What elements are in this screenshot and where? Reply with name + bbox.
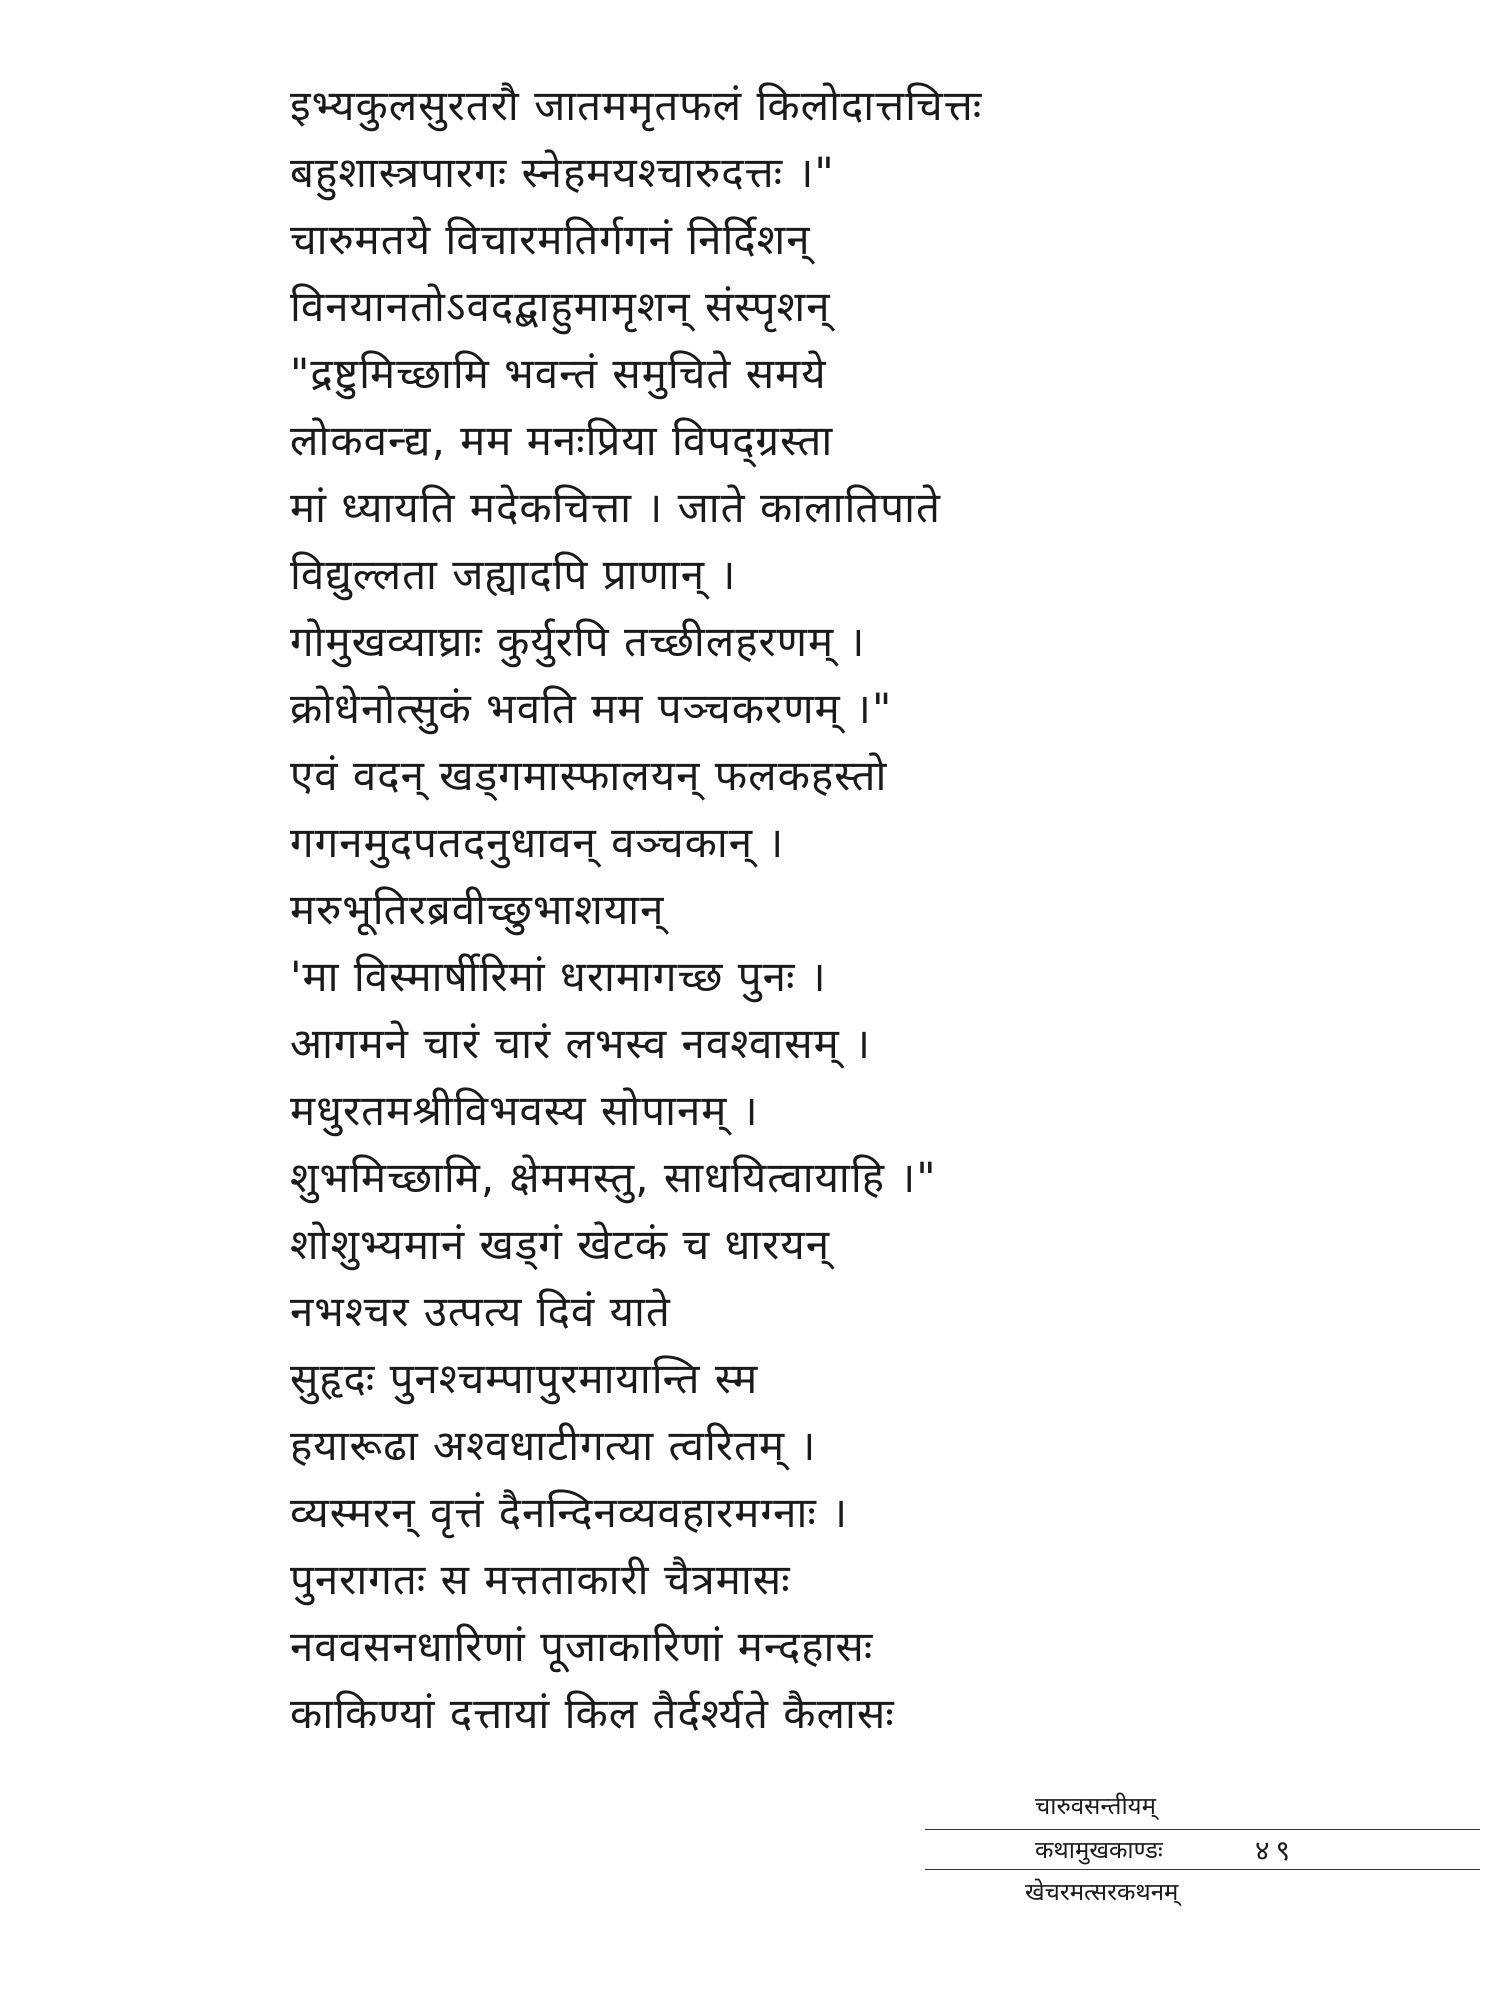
verse-line-4: विनयानतोऽवदद्बाहुमामृशन् संस्पृशन् (290, 282, 831, 331)
book-title: चारुवसन्तीयम् (1035, 1792, 1156, 1820)
section-title: कथामुखकाण्डः (1035, 1836, 1163, 1864)
verse-line-2: बहुशास्त्रपारगः स्नेहमयश्चारुदत्तः ।" (290, 148, 835, 197)
verse-line-10: क्रोधेनोत्सुकं भवति मम पञ्चकरणम् ।" (290, 684, 893, 733)
verse-block (290, 72, 1290, 1747)
verse-line-25: काकिण्यां दत्तायां किल तैर्दर्श्यते कैलासः (290, 1689, 895, 1738)
verse-line-18: शोशुभ्यमानं खड्गं खेटकं च धारयन् (290, 1220, 831, 1269)
page-number: ४९ (1255, 1834, 1297, 1867)
verse-line-13: मरुभूतिरब्रवीच्छुभाशयान् (290, 885, 665, 934)
verse-line-11: एवं वदन् खड्गमास्फालयन् फलकहस्तो (290, 751, 888, 800)
verse-line-21: हयारूढा अश्वधाटीगत्या त्वरितम् । (290, 1421, 817, 1470)
verse-line-12: गगनमुदपतदनुधावन् वञ्चकान् । (290, 818, 785, 867)
verse-line-16: मधुरतमश्रीविभवस्य सोपानम् । (290, 1086, 759, 1135)
verse-line-1: इभ्यकुलसुरतरौ जातममृतफलं किलोदात्तचित्तः (290, 81, 983, 130)
verse-line-20: सुहृदः पुनश्चम्पापुरमायान्ति स्म (290, 1354, 759, 1403)
verse-line-7: मां ध्यायति मदेकचित्ता । जाते कालातिपाते (290, 483, 941, 532)
verse-line-5: "द्रष्टुमिच्छामि भवन्तं समुचिते समये (290, 349, 827, 398)
verse-line-9: गोमुखव्याघ्राः कुर्युरपि तच्छीलहरणम् । (290, 617, 866, 666)
verse-line-23: पुनरागतः स मत्तताकारी चैत्रमासः (290, 1555, 791, 1604)
verse-line-24: नववसनधारिणां पूजाकारिणां मन्दहासः (290, 1622, 874, 1671)
verse-line-6: लोकवन्द्य, मम मनःप्रिया विपद्ग्रस्ता (290, 416, 834, 465)
verse-line-19: नभश्चर उत्पत्य दिवं याते (290, 1287, 671, 1336)
verse-line-15: आगमने चारं चारं लभस्व नवश्वासम् । (290, 1019, 872, 1068)
page-footer (925, 1775, 1480, 1910)
chapter-title: खेचरमत्सरकथनम् (1025, 1878, 1179, 1906)
verse-line-3: चारुमतये विचारमतिर्गगनं निर्दिशन् (290, 215, 811, 264)
verse-line-8: विद्युल्लता जह्यादपि प्राणान् । (290, 550, 737, 599)
verse-line-22: व्यस्मरन् वृत्तं दैनन्दिनव्यवहारमग्नाः । (290, 1488, 849, 1537)
footer-divider-top (925, 1829, 1480, 1830)
footer-divider-bottom (925, 1869, 1480, 1870)
verse-line-17: शुभमिच्छामि, क्षेममस्तु, साधयित्वायाहि ।" (290, 1153, 937, 1202)
verse-line-14: 'मा विस्मार्षीरिमां धरामागच्छ पुनः । (290, 952, 827, 1001)
